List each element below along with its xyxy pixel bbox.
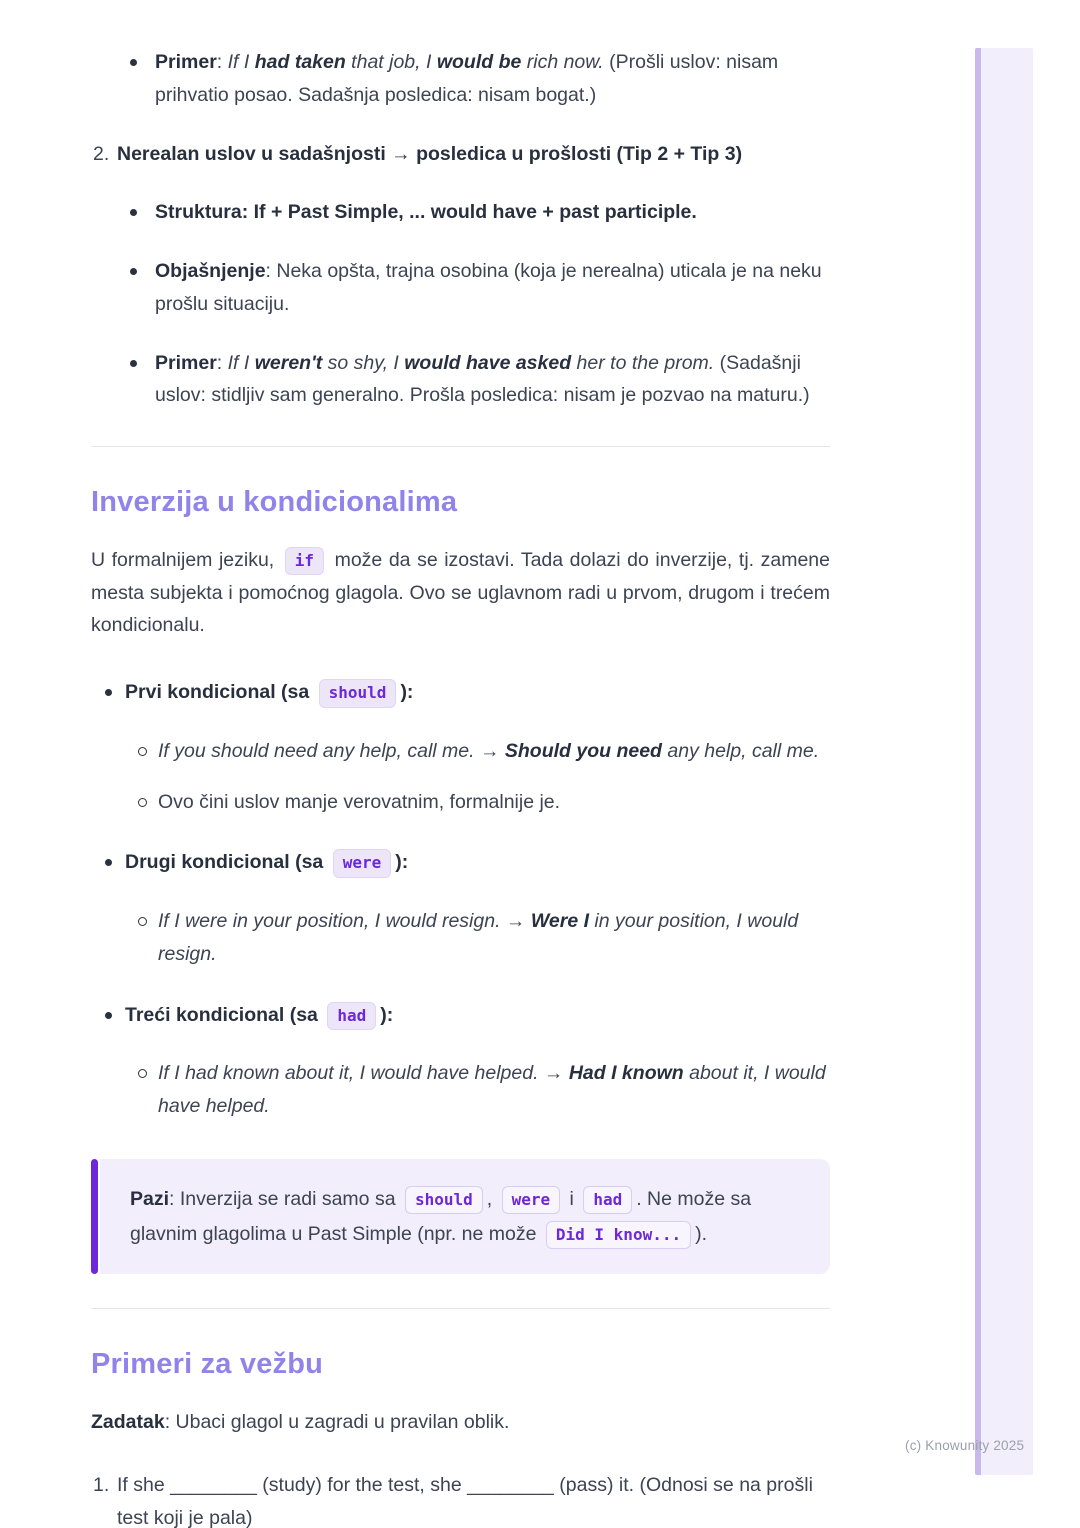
sub-bullet-text — [158, 1057, 830, 1123]
text-run: would have asked — [404, 351, 572, 374]
code-chip: had — [583, 1186, 632, 1215]
text-run: If I — [227, 51, 255, 73]
text-run: If I had known about it, I would have helped. → — [158, 1062, 569, 1085]
text-run: Zadatak — [91, 1411, 165, 1433]
text-run: in your position, I would resign. — [158, 910, 799, 965]
text-run: ). — [695, 1222, 708, 1245]
text-run: had taken — [254, 51, 346, 73]
circle-bullet-icon — [138, 798, 147, 807]
bullet-item — [91, 255, 830, 321]
section-divider — [91, 1308, 830, 1309]
text-run: Had I known — [568, 1062, 684, 1085]
code-chip: if — [285, 547, 324, 576]
callout-text — [100, 1159, 830, 1274]
list-number: 1. — [93, 1473, 110, 1496]
text-run: If she ________ (study) for the test, she ________ (pass) it. (Odnosi se na prošli test koji je pala) — [117, 1473, 813, 1528]
bullet-icon — [105, 1012, 112, 1019]
section-title-practice: Primeri za vežbu — [91, 1348, 324, 1381]
bullet-item — [91, 196, 830, 229]
sub-bullet-text — [158, 735, 830, 768]
code-chip: were — [333, 849, 392, 878]
text-run: : Inverzija se radi samo sa — [169, 1187, 401, 1210]
bullet-item — [91, 846, 830, 879]
text-run: : — [216, 351, 228, 374]
bullet-item — [91, 676, 830, 709]
section-title-inversion: Inverzija u kondicionalima — [91, 486, 458, 518]
text-run: : — [216, 51, 228, 73]
text-run: : Ubaci glagol u zagradi u pravilan oblik. — [164, 1411, 510, 1433]
bullet-item — [91, 999, 830, 1032]
intro-paragraph — [91, 544, 830, 642]
text-run: (Prošli uslov: nisam prihvatio posao. Sadašnja posledica: nisam bogat.) — [155, 51, 779, 106]
text-run: Objašnjenje — [155, 260, 266, 282]
text-run: . Ne može sa glavnim glagolima u Past Simple (npr. ne može — [130, 1187, 752, 1245]
code-chip: should — [319, 679, 397, 708]
text-run: her to the prom. — [571, 351, 715, 374]
text-run: ): — [380, 1003, 394, 1026]
text-run: Prvi kondicional (sa — [125, 681, 315, 704]
code-chip: Did I know... — [546, 1221, 691, 1250]
text-run: If I were in your position, I would resign. → — [158, 910, 531, 933]
text-run: Pazi — [130, 1187, 170, 1210]
text-run: about it, I would have helped. — [158, 1062, 826, 1118]
text-run: (Sadašnji uslov: stidljiv sam generalno. Prošla posledica: nisam je pozvao na maturu.) — [155, 351, 810, 407]
code-chip: were — [502, 1186, 561, 1215]
bullet-icon — [105, 689, 112, 696]
text-run: ): — [395, 851, 409, 874]
text-run: If + Past Simple, ... would have + past participle. — [253, 201, 697, 224]
bullet-text — [125, 846, 830, 879]
exercise-item — [91, 1469, 830, 1528]
text-run: Nerealan uslov u sadašnjosti → posledica u prošlosti (Tip 2 + Tip 3) — [117, 142, 743, 165]
numbered-item-text — [117, 138, 830, 171]
bullet-text — [155, 196, 830, 229]
callout-accent-bar — [91, 1159, 98, 1274]
task-paragraph — [91, 1406, 830, 1439]
text-run: any help, call me. — [661, 739, 820, 762]
bullet-icon — [105, 859, 112, 866]
circle-bullet-icon — [138, 747, 147, 756]
text-run: If I — [227, 351, 255, 374]
footer-watermark: (c) Knowunity 2025 — [905, 1438, 1025, 1453]
circle-bullet-icon — [138, 1069, 147, 1078]
text-run: Primer — [155, 51, 217, 73]
sub-bullet-item — [91, 735, 830, 768]
text-run: može da se izostavi. Tada dolazi do inverzije, tj. zamene mesta subjekta i pomoćnog glagola. Ovo se uglavnom radi u prvom, drugom i trećem kondicionalu. — [91, 548, 830, 637]
page-scrollbar[interactable] — [975, 48, 1033, 1475]
section-divider — [91, 446, 830, 447]
text-run: Ovo čini uslov manje verovatnim, formalnije je. — [158, 790, 561, 813]
bullet-text — [125, 999, 830, 1032]
text-run: weren't — [254, 351, 323, 374]
sub-bullet-item — [91, 786, 830, 819]
sub-bullet-text — [158, 786, 830, 819]
exercise-text — [117, 1469, 830, 1528]
text-run: Drugi kondicional (sa — [125, 851, 329, 874]
text-run: : — [241, 201, 254, 224]
bullet-item — [91, 347, 830, 413]
numbered-item — [91, 138, 830, 171]
sub-bullet-item — [91, 905, 830, 971]
text-run: that job, I — [345, 51, 437, 73]
sub-bullet-item — [91, 1057, 830, 1123]
text-run: ): — [400, 681, 414, 704]
bullet-text — [155, 347, 830, 413]
bullet-icon — [130, 59, 137, 66]
text-run: would be — [436, 51, 522, 73]
code-chip: had — [327, 1002, 376, 1031]
bullet-icon — [130, 209, 137, 216]
circle-bullet-icon — [138, 917, 147, 926]
text-run: Treći kondicional (sa — [125, 1003, 324, 1026]
text-run: rich now. — [521, 51, 604, 73]
bullet-item — [91, 46, 830, 112]
bullet-icon — [130, 268, 137, 275]
text-run: Struktura — [155, 201, 242, 224]
text-run: Should you need — [504, 739, 662, 762]
text-run: : Neka opšta, trajna osobina (koja je nerealna) uticala je na neku prošlu situaciju. — [155, 260, 822, 315]
text-run: U formalnijem jeziku, — [91, 548, 281, 571]
text-run: Primer — [155, 351, 217, 374]
bullet-icon — [130, 360, 137, 367]
sub-bullet-text — [158, 905, 830, 971]
text-run: If you should need any help, call me. → — [158, 739, 505, 762]
text-run: , — [486, 1187, 498, 1210]
bullet-text — [125, 676, 830, 709]
text-run: i — [564, 1187, 580, 1210]
text-run: so shy, I — [322, 351, 405, 374]
bullet-text — [155, 255, 830, 321]
text-run: Were I — [530, 910, 590, 933]
code-chip: should — [405, 1186, 483, 1215]
warning-callout — [91, 1159, 830, 1274]
bullet-text — [155, 46, 830, 112]
list-number: 2. — [93, 142, 110, 165]
